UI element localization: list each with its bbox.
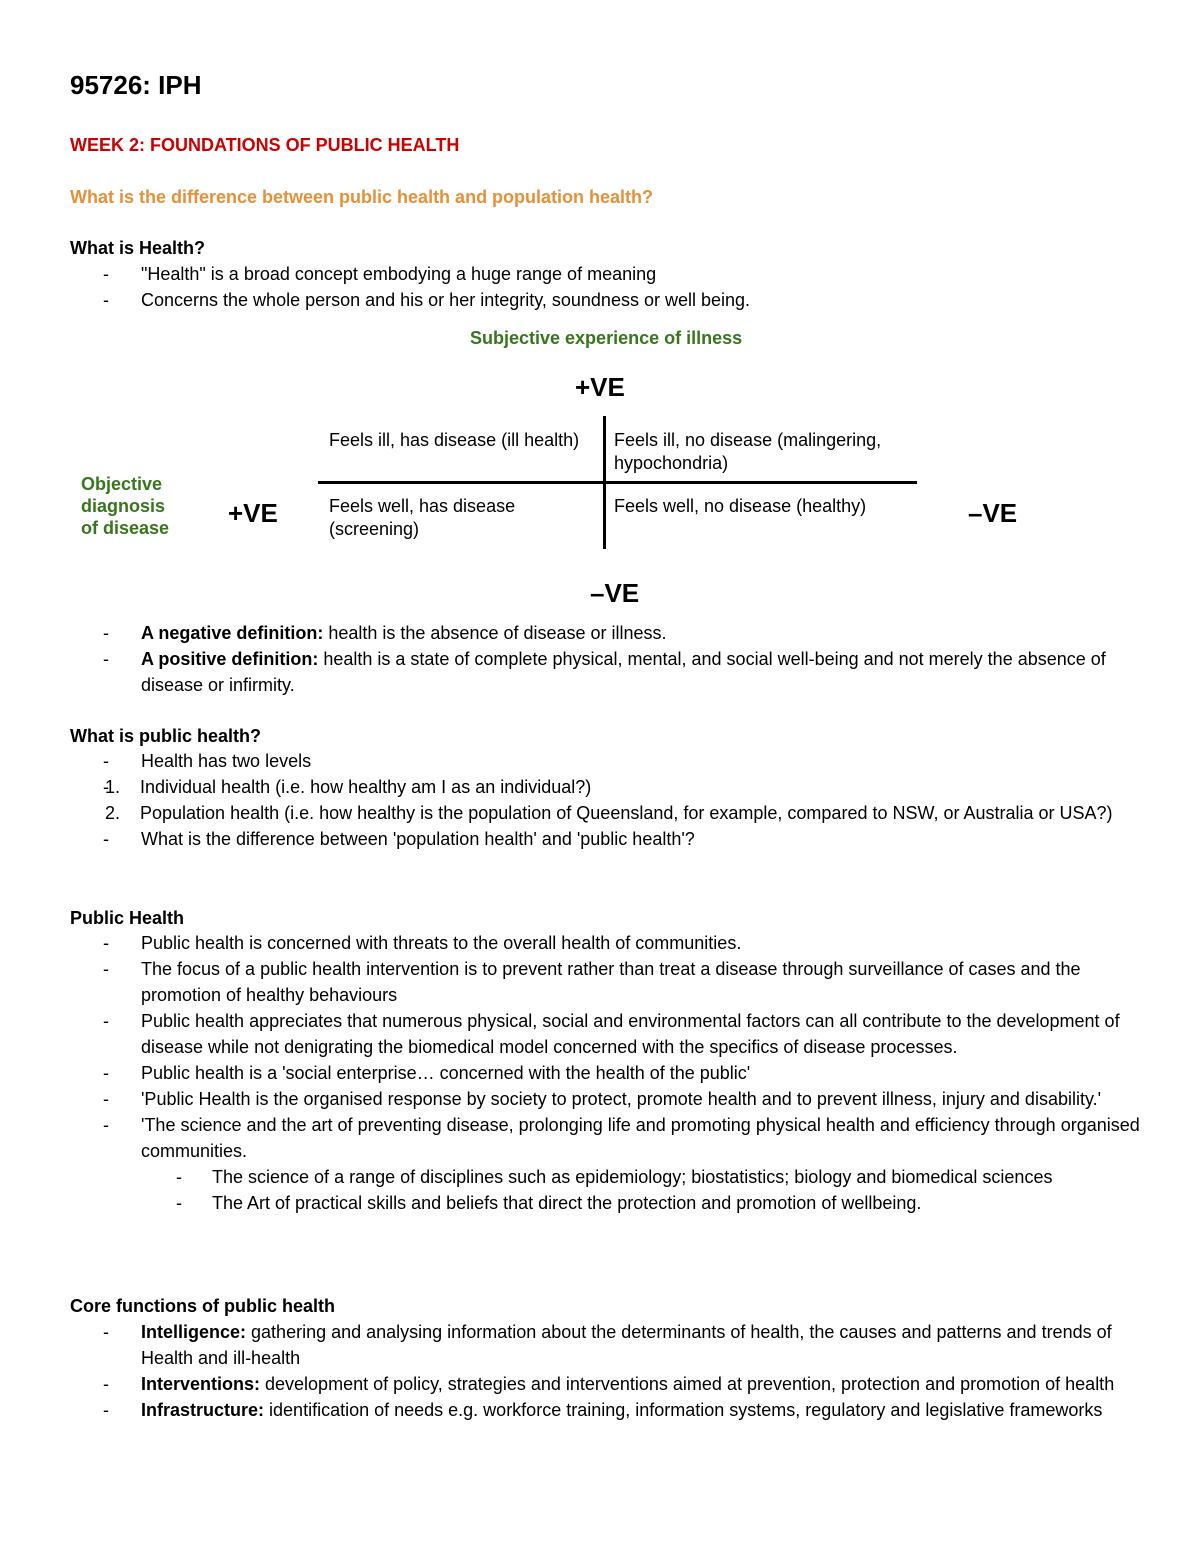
list-item: - Concerns the whole person and his or her integrity, soundness or well being. (70, 287, 1140, 313)
sub-list (141, 1164, 1140, 1216)
list-item: - Infrastructure: identification of needs e.g. workforce training, information systems, regulatory and legislative frameworks (70, 1397, 1140, 1423)
definitions-list (70, 620, 1140, 698)
quadrant-top-right: Feels ill, no disease (malingering, hypochondria) (614, 430, 882, 473)
public-health-question-list (70, 748, 1140, 852)
list-item: - The focus of a public health intervention is to prevent rather than treat a disease through surveillance of cases and the promotion of healthy behaviours (70, 956, 1140, 1008)
list-item: - 'Public Health is the organised response by society to protect, promote health and to prevent illness, injury and disability.' (70, 1086, 1140, 1112)
diagram-bottom-sign: –VE (590, 578, 640, 608)
diagram-top-sign: +VE (575, 372, 625, 402)
list-item: - Public health appreciates that numerous physical, social and environmental factors can all contribute to the development of disease while not denigrating the biomedical model concerned with the specifics of disease processes. (70, 1008, 1140, 1060)
public-health-heading: Public Health (70, 908, 185, 928)
diagram-right-sign: –VE (968, 498, 1018, 528)
page-title: 95726: IPH (70, 70, 202, 100)
sub-list-item: - The Art of practical skills and beliefs that direct the protection and promotion of wellbeing. (141, 1190, 1140, 1216)
what-is-health-heading: What is Health? (70, 238, 206, 258)
public-health-list (70, 930, 1140, 1216)
list-item: - Public health is a 'social enterprise… concerned with the health of the public' (70, 1060, 1140, 1086)
diagram-left-label: Objective diagnosis of disease (81, 474, 170, 538)
week-heading: WEEK 2: FOUNDATIONS OF PUBLIC HEALTH (70, 135, 460, 155)
levels-container (70, 774, 1140, 826)
list-item: - A positive definition: health is a state of complete physical, mental, and social well-being and not merely the absence of disease or infirmity. (70, 646, 1140, 698)
list-item: - A negative definition: health is the absence of disease or illness. (70, 620, 1140, 646)
what-is-health-list (70, 261, 1140, 313)
diagram-left-sign: +VE (228, 498, 278, 528)
section-question: What is the difference between public health and population health? (70, 187, 654, 207)
list-item: 2. Population health (i.e. how healthy is the population of Queensland, for example, compared to NSW, or Australia or USA?) (105, 803, 1113, 823)
public-health-question-heading: What is public health? (70, 726, 262, 746)
diagram-top-label: Subjective experience of illness (470, 328, 743, 348)
list-item: - "Health" is a broad concept embodying a huge range of meaning (70, 261, 1140, 287)
list-item: - Public health is concerned with threats to the overall health of communities. (70, 930, 1140, 956)
list-item: - Interventions: development of policy, strategies and interventions aimed at prevention, protection and promotion of health (70, 1371, 1140, 1397)
list-item: - What is the difference between 'population health' and 'public health'? (70, 826, 1140, 852)
list-item: - 'The science and the art of preventing disease, prolonging life and promoting physical health and efficiency through organised communities. - The science of a range of disciplines such as epidemiology; biostatistics; biology and biomedical sciences - The Art of practical skills and beliefs that direct the protection and promotion of wellbeing. (70, 1112, 1140, 1216)
quadrant-bottom-right: Feels well, no disease (healthy) (614, 496, 867, 516)
core-functions-list (70, 1319, 1140, 1423)
core-functions-heading: Core functions of public health (70, 1296, 335, 1316)
diagram-horizontal-axis (318, 481, 917, 484)
list-item: - 1. Individual health (i.e. how healthy am I as an individual?) (105, 777, 592, 797)
list-item: - Intelligence: gathering and analysing information about the determinants of health, the causes and patterns and trends of Health and ill-health (70, 1319, 1140, 1371)
levels-list (70, 774, 1140, 826)
quadrant-bottom-left: Feels well, has disease (screening) (329, 496, 516, 539)
list-item: - Health has two levels (70, 748, 1140, 774)
quadrant-top-left: Feels ill, has disease (ill health) (329, 430, 580, 450)
sub-list-item: - The science of a range of disciplines such as epidemiology; biostatistics; biology and biomedical sciences (141, 1164, 1140, 1190)
